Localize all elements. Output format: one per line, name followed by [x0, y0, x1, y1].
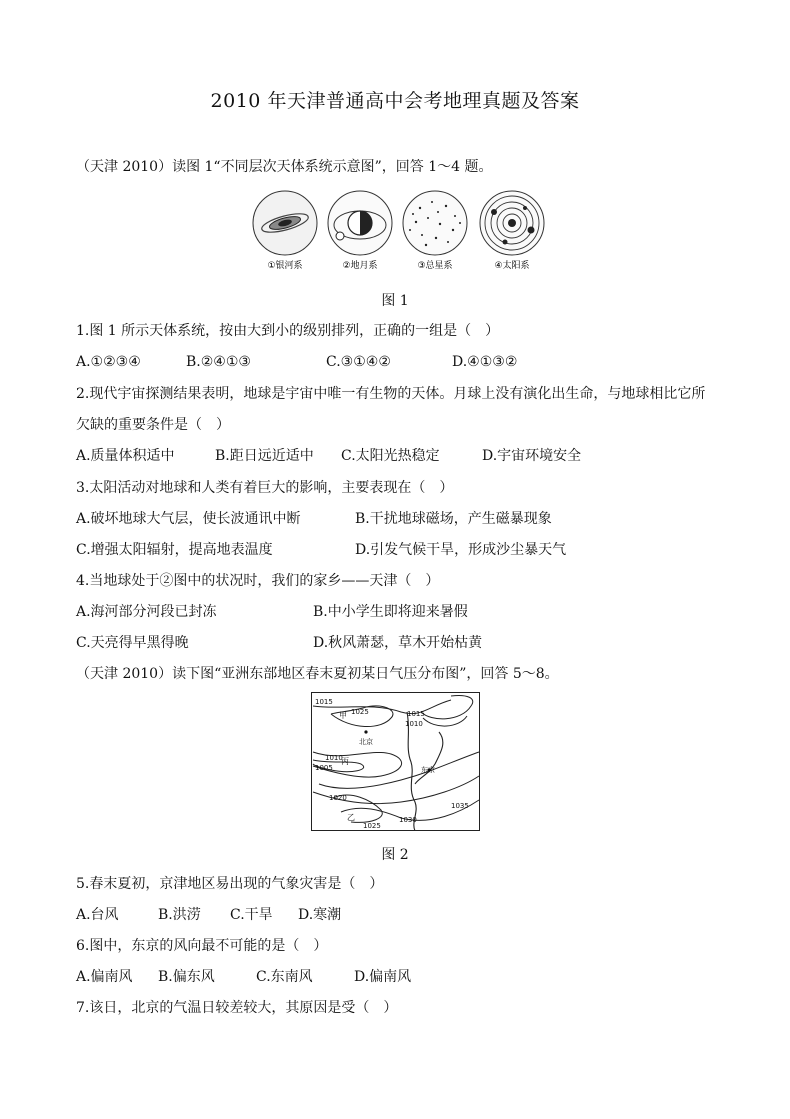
question-3-option-c: C.增强太阳辐射，提高地表温度 — [76, 542, 273, 558]
isobar-label-1015-west: 1015 — [315, 698, 333, 706]
question-1-option-d: D.④①③② — [452, 354, 518, 370]
question-3-option-b: B.干扰地球磁场，产生磁暴现象 — [355, 511, 552, 527]
isobar-label-1035: 1035 — [451, 802, 469, 810]
question-5-option-d: D.寒潮 — [298, 907, 342, 923]
question-5-option-a: A.台风 — [76, 907, 119, 923]
isobar-label-1010-east: 1010 — [405, 720, 423, 728]
isobar-label-1010-west: 1010 — [325, 754, 343, 762]
question-6-option-a: A.偏南风 — [76, 969, 133, 985]
question-7-text: 7.该日，北京的气温日较差较大，其原因是受（ ） — [76, 1000, 398, 1016]
isobar-label-1020: 1020 — [329, 794, 347, 802]
question-2-option-b: B.距日远近适中 — [215, 448, 314, 464]
place-label-tokyo: 东京 — [421, 766, 435, 774]
figure-1-caption: 图 1 — [381, 293, 409, 309]
question-4-option-b: B.中小学生即将迎来暑假 — [313, 604, 468, 620]
question-5-option-c: C.干旱 — [230, 907, 273, 923]
question-6-option-c: C.东南风 — [256, 969, 313, 985]
question-1-option-b: B.②④①③ — [186, 354, 251, 370]
question-4-option-d: D.秋风萧瑟，草木开始枯黄 — [313, 635, 483, 651]
place-label-yi: 乙 — [347, 813, 355, 822]
question-6-text: 6.图中，东京的风向最不可能的是（ ） — [76, 938, 328, 954]
isobar-label-1030: 1030 — [399, 816, 417, 824]
solar-system-diagram — [480, 191, 544, 255]
question-2-option-a: A.质量体积适中 — [76, 448, 175, 464]
question-1-option-a: A.①②③④ — [76, 354, 141, 370]
question-2-text-line-2: 欠缺的重要条件是（ ） — [76, 417, 230, 433]
isobar-label-1015-east: 1015 — [407, 710, 425, 718]
isobar-label-1005: 1005 — [315, 764, 333, 772]
question-5-option-b: B.洪涝 — [158, 907, 201, 923]
figure-1-label-3: ③总星系 — [417, 261, 453, 271]
question-3-text: 3.太阳活动对地球和人类有着巨大的影响，主要表现在（ ） — [76, 480, 454, 496]
place-label-beijing: 北京 — [359, 738, 373, 746]
universe-diagram — [403, 191, 467, 255]
earth-moon-diagram — [328, 191, 392, 255]
question-3-option-d: D.引发气候干旱，形成沙尘暴天气 — [355, 542, 567, 558]
question-2-text-line-1: 2.现代宇宙探测结果表明，地球是宇宙中唯一有生物的天体。月球上没有演化出生命，与地球相比它所 — [76, 386, 706, 402]
question-2-option-c: C.太阳光热稳定 — [341, 448, 440, 464]
figure-2-isobar-map — [311, 692, 480, 831]
question-3-option-a: A.破坏地球大气层，使长波通讯中断 — [76, 511, 301, 527]
figure-1-label-1: ①银河系 — [267, 261, 303, 271]
place-label-jia: 甲 — [339, 711, 347, 720]
page-title: 2010 年天津普通高中会考地理真题及答案 — [210, 90, 580, 112]
milky-way-diagram — [253, 191, 317, 255]
figure-1-label-2: ②地月系 — [342, 261, 378, 271]
question-4-text: 4.当地球处于②图中的状况时，我们的家乡——天津（ ） — [76, 573, 440, 589]
section-intro-2: （天津 2010）读下图“亚洲东部地区春末夏初某日气压分布图”，回答 5～8。 — [76, 666, 559, 682]
isobar-label-1025-south: 1025 — [363, 822, 381, 830]
isobar-label-1025-north: 1025 — [351, 708, 369, 716]
figure-1-label-4: ④太阳系 — [494, 261, 530, 271]
question-4-option-a: A.海河部分河段已封冻 — [76, 604, 217, 620]
figure-1-celestial-systems — [250, 190, 550, 274]
question-6-option-d: D.偏南风 — [354, 969, 412, 985]
section-intro-1: （天津 2010）读图 1“不同层次天体系统示意图”，回答 1～4 题。 — [76, 159, 493, 175]
question-6-option-b: B.偏东风 — [158, 969, 215, 985]
question-4-option-c: C.天亮得早黑得晚 — [76, 635, 189, 651]
place-label-bing: 丙 — [341, 757, 349, 766]
figure-2-caption: 图 2 — [381, 847, 409, 863]
question-5-text: 5.春末夏初，京津地区易出现的气象灾害是（ ） — [76, 876, 384, 892]
question-1-option-c: C.③①④② — [326, 354, 391, 370]
question-1-text: 1.图 1 所示天体系统，按由大到小的级别排列，正确的一组是（ ） — [76, 323, 500, 339]
question-2-option-d: D.宇宙环境安全 — [482, 448, 582, 464]
